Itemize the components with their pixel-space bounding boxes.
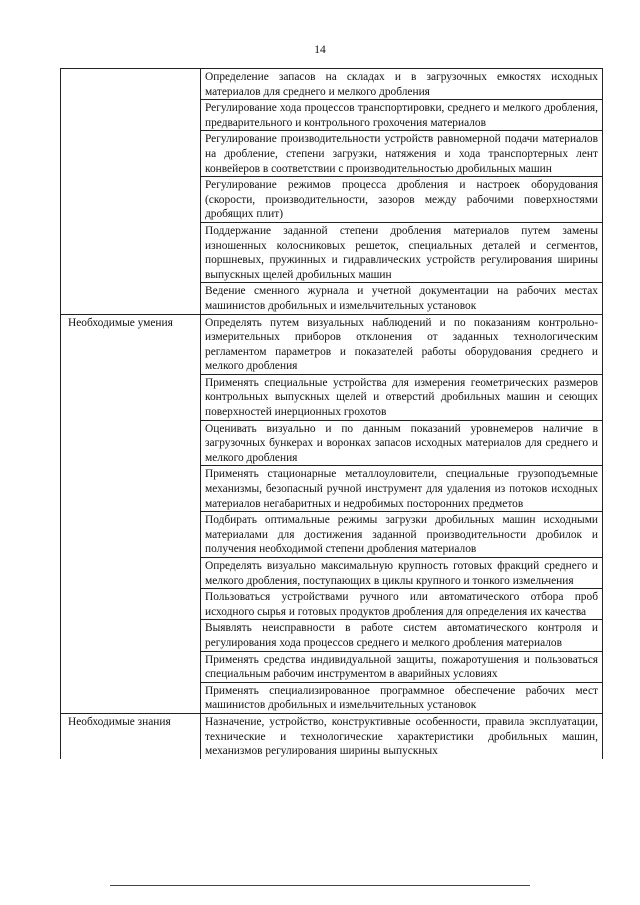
row-text: Подбирать оптимальные режимы загрузки дробильных машин исходными материалами для достижения заданной производительности дробилок и получения необходимой степени дробления материалов — [201, 512, 603, 558]
table-row — [61, 713, 603, 758]
row-text: Выявлять неисправности в работе систем автоматического контроля и регулирования хода процессов среднего и мелкого дробления материалов — [201, 620, 603, 651]
row-text: Определение запасов на складах и в загрузочных емкостях исходных материалов для среднего и мелкого дробления — [201, 69, 603, 100]
row-text: Применять средства индивидуальной защиты, пожаротушения и пользоваться специальным рабочим инструментом в аварийных условиях — [201, 651, 603, 682]
row-text: Определять визуально максимальную крупность готовых фракций среднего и мелкого дробления, поступающих в циклы крупного и тонкого измельчения — [201, 558, 603, 589]
row-text: Ведение сменного журнала и учетной документации на рабочих местах машинистов дробильных и измельчительных установок — [201, 283, 603, 314]
table-row — [61, 314, 603, 374]
row-text: Применять специализированное программное обеспечение рабочих мест машинистов дробильных и измельчительных установок — [201, 682, 603, 713]
row-text: Применять специальные устройства для измерения геометрических размеров контрольных выпускных щелей и отверстий дробильных машин и сеющих поверхностей инерционных грохотов — [201, 374, 603, 420]
page-bottom-divider — [110, 885, 530, 886]
section-label-knowledge: Необходимые знания — [61, 713, 201, 758]
row-text: Регулирование режимов процесса дробления и настроек оборудования (скорости, производительности, зазоров между рабочими поверхностями дробящих плит) — [201, 177, 603, 223]
table-row — [61, 69, 603, 100]
row-text: Пользоваться устройствами ручного или автоматического отбора проб исходного сырья и готовых продуктов дробления для определения их качества — [201, 589, 603, 620]
row-text: Определять путем визуальных наблюдений и по показаниям контрольно-измерительных приборов отклонения от заданных технологическим регламентом параметров и показателей работы оборудования среднего и мелкого дробления — [201, 314, 603, 374]
page-number: 14 — [314, 44, 326, 56]
section-label-skills: Необходимые умения — [61, 314, 201, 713]
row-text: Применять стационарные металлоуловители, специальные грузоподъемные механизмы, безопасный ручной инструмент для удаления из потоков исходных материалов негабаритных и недробимых посторонних предметов — [201, 466, 603, 512]
row-text: Регулирование производительности устройств равномерной подачи материалов на дробление, степени загрузки, натяжения и хода транспортерных лент конвейеров в соответствии с производительностью дробильных машин — [201, 131, 603, 177]
row-label — [61, 69, 201, 315]
row-text: Регулирование хода процессов транспортировки, среднего и мелкого дробления, предварительного и контрольного грохочения материалов — [201, 100, 603, 131]
row-text: Назначение, устройство, конструктивные особенности, правила эксплуатации, технические и технологические характеристики дробильных машин, механизмов регулирования ширины выпускных — [201, 713, 603, 758]
row-text: Оценивать визуально и по данным показаний уровнемеров наличие в загрузочных бункерах и воронках запасов исходных материалов для среднего и мелкого дробления — [201, 420, 603, 466]
row-text: Поддержание заданной степени дробления материалов путем замены изношенных колосниковых решеток, специальных деталей и сегментов, поршневых, пружинных и гидравлических устройств регулирования ширины выпускных щелей дробильных машин — [201, 222, 603, 282]
requirements-table — [60, 68, 603, 759]
